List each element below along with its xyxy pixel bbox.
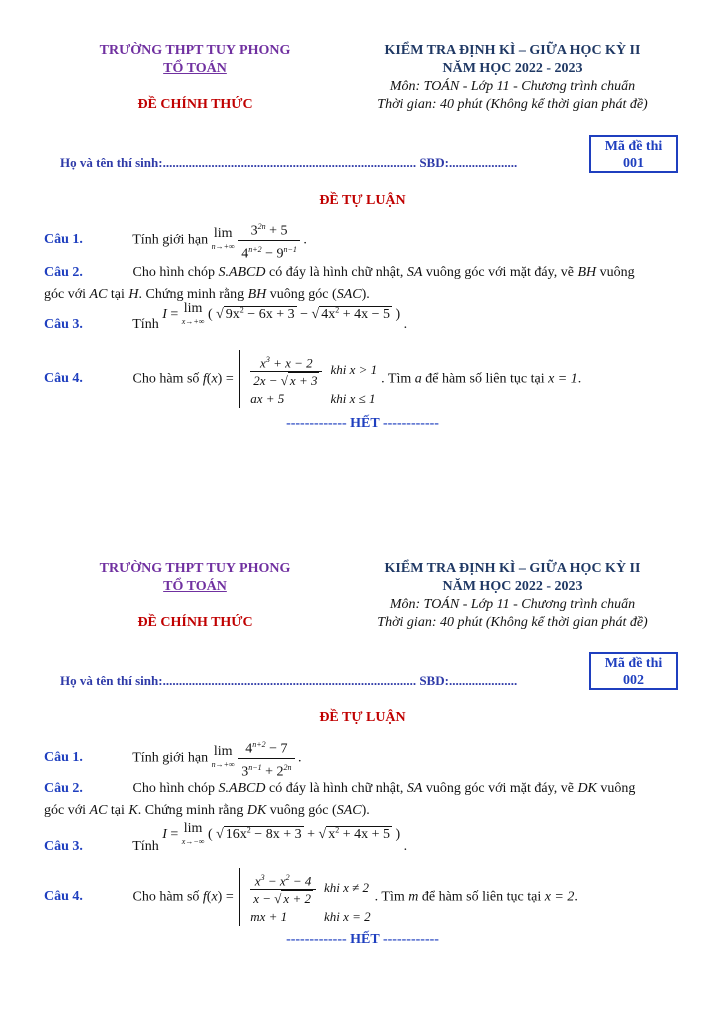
question-label: Câu 1. [44,232,83,248]
q2-text: Cho hình chóp [132,781,215,796]
q2-text: vuông [599,265,635,280]
header-right [350,42,675,114]
q2-pyramid: S.ABCD [218,265,266,280]
question-3: Câu 3. Tính I = lim x→−∞ ( √ $16x^2 - 8x + 3$ + √ $x^2 + 4x + 5$ ) . [44,821,408,855]
official-label: ĐỀ CHÍNH THỨC [137,615,253,630]
question-4: Câu 4. Cho hàm số f(x) = $\frac{x^3 + x - 2}{2x - √ x + 3}$ khi x > 1 ax + 5 khi x ≤ 1 . Tìm a để hàm số liên tục tại x = 1. [44,350,684,408]
q2-text: góc với [44,803,87,818]
subject: Môn: TOÁN - Lớp 11 - Chương trình chuẩn [389,79,636,94]
exam-code-label: Mã đề thi [604,139,663,154]
q2-point: K [128,803,138,818]
q2-point: H [128,287,139,302]
q2-diagonal: AC [89,803,108,818]
question-text: Tính [132,839,159,855]
q2-text: góc với [44,287,87,302]
formula: I = lim x→+∞ ( √ $9x^2 - 6x + 3$ − √ $4x^2 + 4x - 5$ ) [162,301,401,326]
department: TỔ TOÁN [163,579,227,594]
exam-code-label: Mã đề thi [604,656,663,671]
school-year: NĂM HỌC 2022 - 2023 [442,579,583,594]
q2-text: vuông góc [269,287,329,302]
end-marker: ------------- HẾT ------------ [286,932,439,947]
question-text: . Tìm [374,889,405,905]
school-name: TRƯỜNG THPT TUY PHONG [99,43,291,58]
q2-segment: BH [247,287,267,302]
q2-text: vuông góc [269,803,329,818]
exam-title: KIỂM TRA ĐỊNH KÌ – GIỮA HỌC KỲ II [384,561,641,576]
q2-text: . Chứng minh rằng [137,803,244,818]
formula: $\frac{3^{2n} + 5}{4^{n+2} - 9^{n-1}}$ [238,218,300,262]
header-left [60,42,330,114]
question-2: Câu 2. Cho hình chóp S.ABCD có đáy là hình chữ nhật, SA vuông góc với mặt đáy, vẽ BH vuông góc với AC tại H. Chứng minh rằng BH vuông góc (SAC). [44,262,684,306]
student-name-line: Họ và tên thí sinh:.............................................................................. SBD:..................... [60,673,518,688]
question-text: Tính [132,317,159,333]
question-2: Câu 2. Cho hình chóp S.ABCD có đáy là hình chữ nhật, SA vuông góc với mặt đáy, vẽ DK vuông góc với AC tại K. Chứng minh rằng DK vuông góc (SAC). [44,778,684,822]
limit-operator: lim n→+∞ [211,226,235,252]
student-name-line: Họ và tên thí sinh:.............................................................................. SBD:..................... [60,155,518,170]
question-label: Câu 2. [44,265,83,280]
question-text: để hàm số liên tục tại [425,371,545,387]
department: TỔ TOÁN [163,61,227,76]
question-text: Tính giới hạn [132,750,209,766]
q4-variable: m [408,889,419,905]
q2-diagonal: AC [89,287,108,302]
piecewise-function: $\frac{x^3 + x - 2}{2x - √ x + 3}$ khi x > 1 ax + 5 khi x ≤ 1 [239,350,381,408]
question-4: Câu 4. Cho hàm số f(x) = $\frac{x^3 - x^2 - 4}{x - √ x + 2}$ khi x ≠ 2 mx + 1 khi x = 2 . Tìm m để hàm số liên tục tại x = 2. [44,868,684,926]
q2-text: tại [110,287,125,302]
question-text: Tính giới hạn [132,232,209,248]
question-1: Câu 1. Tính giới hạn lim n→+∞ $\frac{3^{2n} + 5}{4^{n+2} - 9^{n-1}}$ . [44,218,684,262]
question-text: để hàm số liên tục tại [421,889,542,905]
question-label: Câu 3. [44,839,83,855]
q2-text: vuông góc với mặt đáy, vẽ [425,781,574,796]
q4-point: x = 2 [544,889,575,905]
piecewise-function: $\frac{x^3 - x^2 - 4}{x - √ x + 2}$ khi x ≠ 2 mx + 1 khi x = 2 [239,868,374,926]
q4-point: x = 1 [548,371,578,387]
question-text: Cho hàm số [132,889,200,905]
question-text: Cho hàm số [132,371,200,387]
q2-pyramid: S.ABCD [218,781,266,796]
formula: I = lim x→−∞ ( √ $16x^2 - 8x + 3$ + √ $x^2 + 4x + 5$ ) [162,821,401,846]
q2-segment: BH [577,265,597,280]
q2-text: vuông [600,781,636,796]
question-label: Câu 1. [44,750,83,766]
question-label: Câu 2. [44,781,83,796]
school-name: TRƯỜNG THPT TUY PHONG [99,561,291,576]
formula: $\frac{4^{n+2} - 7}{3^{n-1} + 2^{2n}}$ [238,736,294,780]
section-title: ĐỀ TỰ LUẬN [319,193,406,208]
q2-text: . Chứng minh rằng [138,287,245,302]
q2-segment: DK [577,781,597,796]
q2-text: có đáy là hình chữ nhật, [269,781,404,796]
question-label: Câu 4. [44,889,83,905]
question-label: Câu 4. [44,371,83,387]
time-limit: Thời gian: 40 phút (Không kể thời gian phát đề) [377,615,648,630]
time-limit: Thời gian: 40 phút (Không kể thời gian phát đề) [377,97,648,112]
q4-variable: a [414,371,422,387]
limit-operator: lim n→+∞ [211,744,235,770]
q2-text: tại [110,803,125,818]
exam-title: KIỂM TRA ĐỊNH KÌ – GIỮA HỌC KỲ II [384,43,641,58]
question-label: Câu 3. [44,317,83,333]
official-label: ĐỀ CHÍNH THỨC [137,97,253,112]
question-text: . Tìm [381,371,412,387]
q2-text: Cho hình chóp [132,265,215,280]
q2-edge: SA [406,265,423,280]
end-marker: ------------- HẾT ------------ [286,416,439,431]
subject: Môn: TOÁN - Lớp 11 - Chương trình chuẩn [389,597,636,612]
q2-edge: SA [406,781,423,796]
school-year: NĂM HỌC 2022 - 2023 [442,61,583,76]
header-right [350,560,675,632]
q2-segment: DK [246,803,267,818]
exam-code-box [589,652,678,690]
q2-text: vuông góc với mặt đáy, vẽ [425,265,574,280]
exam-code: 002 [623,673,644,688]
exam-code: 001 [623,156,644,171]
header-left [60,560,330,632]
question-1: Câu 1. Tính giới hạn lim n→+∞ $\frac{4^{n+2} - 7}{3^{n-1} + 2^{2n}}$ . [44,736,684,780]
question-3: Câu 3. Tính I = lim x→+∞ ( √ $9x^2 - 6x + 3$ − √ $4x^2 + 4x - 5$ ) . [44,301,408,333]
q2-text: có đáy là hình chữ nhật, [269,265,404,280]
section-title: ĐỀ TỰ LUẬN [319,710,406,725]
exam-code-box [589,135,678,173]
